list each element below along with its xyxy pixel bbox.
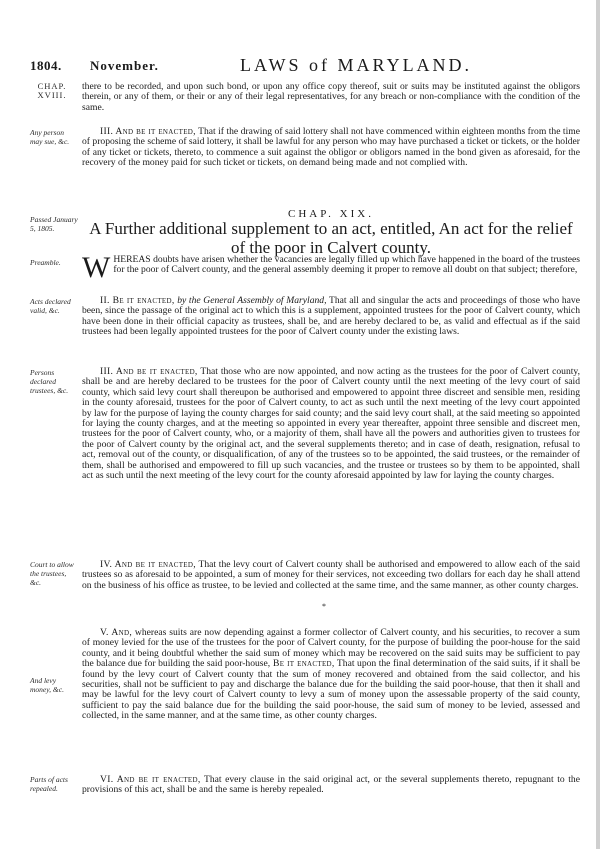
paragraph-section-3 [82,367,580,481]
paragraph-continuation: there to be recorded, and upon such bond, or upon any office copy thereof, suit or suits may be instituted against the obligors therein, or any of them, or their or any of their legal representatives, for any breach or non-compliance with the condition of the same. [82,81,580,113]
section-text: That all and singular the acts and proceedings of those who have been, since the passage of the original act to which this is a supplement, appointed trustees for the poor of Calvert county, which have been done in their official capacity as trustees, shall be, and are hereby declared to be, as valid and effectual as if the said trustees had been legally appointed trustees for the poor of Calvert county under the existing laws. [82,295,580,338]
section-lead: III. And be it enacted, [100,366,198,377]
margin-persons-declared: Persons declared trustees, &c. [30,368,69,395]
paragraph-section-6 [82,775,580,796]
paragraph-section-5 [82,628,580,722]
section-text: That those who are now appointed, and now acting as the trustees for the poor of Calvert county, shall be and are hereby declared to be trustees for the poor of Calvert county until the next meeting of the levy court of said county, which said levy court shall thereupon be authorised and empowered to appoint three discreet and sensible men, residing in the county aforesaid, trustees for the poor of Calvert county, to act as such until the next meeting of the levy court appointed by law for the purpose of laying the county charges for said county; and the said levy court shall, at the said meeting so appointed for laying the county charges, and at the meeting so appointed in every year thereafter, appoint three sensible and discreet men, trustees for the poor of Calvert county, who, or a majority of them, shall have all the powers and authorities given to trustees for the poor of Calvert county by the original act, and the several supplements thereto; and in case of death, resignation, refusal to act, removal out of the county, or disqualification, of any of the trustees so to be appointed, the said trustees, or the remainder of them, shall be authorised and empowered to fill up such vacancies, and the trustee or trustees so by them to be appointed, shall act as such until the next meeting of the levy court for the county aforesaid appointed by law for laying the county charges. [82,366,580,482]
section-lead: IV. And be it enacted, [100,559,196,570]
section-text-b: That upon the final determination of the said suits, if it shall be found by the levy court of Calvert county that the sum of money recovered and obtained from the said collector, and his securities, shall not be sufficient to pay and discharge the balance due for the building the said poor-house, that then it shall and may be lawful for the levy court of Calvert county to levy a sum of money upon the assessable property of the said county, sufficient to pay the said balance due for the building the said poor-house, the said sum of money to be levied, assessed and collected, in the same manner, and at the same time, as other county charges. [82,658,580,722]
margin-chap [30,82,74,100]
paragraph-preamble [82,251,580,284]
margin-court-allow: Court to allow the trustees, &c. [30,560,74,587]
header-year: 1804. [30,58,62,73]
section-lead: V. And, [100,627,133,638]
paragraph-section-3-lottery [82,127,580,169]
page-header [30,55,578,75]
section-text: That every clause in the said original act, or the several supplements thereto, repugnant to the provisions of this act, shall be and the same is hereby repealed. [82,774,580,796]
margin-chap-number: XVIII. [37,90,67,100]
section-mid: Be it enacted, [270,658,335,670]
margin-chap-label: CHAP. [37,81,67,91]
section-text: That the levy court of Calvert county shall be authorised and empowered to allow each of the said trustees so as aforesaid to be appointed, a sum of money for their services, not exceeding two dollars for each day he shall attend on the business of his office as trustee, to be levied and collected at the same time, and the same manner, as other county charges. [82,559,580,591]
margin-passed: Passed January 5, 1805. [30,215,78,233]
paragraph-section-2 [82,296,580,338]
section-italic: by the General Assembly of Maryland, [174,295,327,306]
margin-preamble: Preamble. [30,258,61,267]
section-lead: III. And be it enacted, [100,126,196,137]
drop-cap: W [82,251,111,284]
act-title: A Further additional supplement to an act, entitled, An act for the relief of the poor in Calvert county. [89,219,573,257]
margin-parts-repealed: Parts of acts repealed. [30,775,68,793]
section-lead: II. Be it enacted, [100,295,175,306]
margin-acts-declared: Acts declared valid, &c. [30,297,71,315]
chapter-heading: CHAP. XIX. [288,208,374,220]
preamble-text: HEREAS doubts have arisen whether the vacancies are legally filled up which have happened in the board of the trustees for the poor of Calvert county, and the general assembly deeming it proper to remove all doubt on that subject; therefore, [113,254,580,276]
asterisk-mark: * [322,602,326,611]
section-text: That if the drawing of said lottery shall not have commenced within eighteen months from the time of proposing the scheme of said lottery, it shall be lawful for any person who may have purchased a ticket or tickets, or the holder of any ticket or tickets, thereto, to commence a suit against the obligor or obligors named in the bond given as aforesaid, for the recovery of the money paid for such ticket or tickets, on demand being made and not complied with. [82,126,580,169]
margin-levy-money: And levy money, &c. [30,676,64,694]
header-month: November. [90,58,159,73]
section-lead: VI. And be it enacted, [100,774,201,785]
page-edge [596,0,600,849]
header-title: LAWS of MARYLAND. [240,55,473,75]
section-text-a: whereas suits are now depending against a former collector of Calvert county, and his securities, to recover a sum of money levied for the use of the trustees for the poor of Calvert county, for the purpose of building the poor-house for the said county, and it being doubtful whether the said sum of money which may be recovered on the said suits may be sufficient to pay the balance due for building the said poor-house, [82,627,580,670]
margin-any-person: Any person may sue, &c. [30,128,70,146]
paragraph-section-4 [82,560,580,591]
